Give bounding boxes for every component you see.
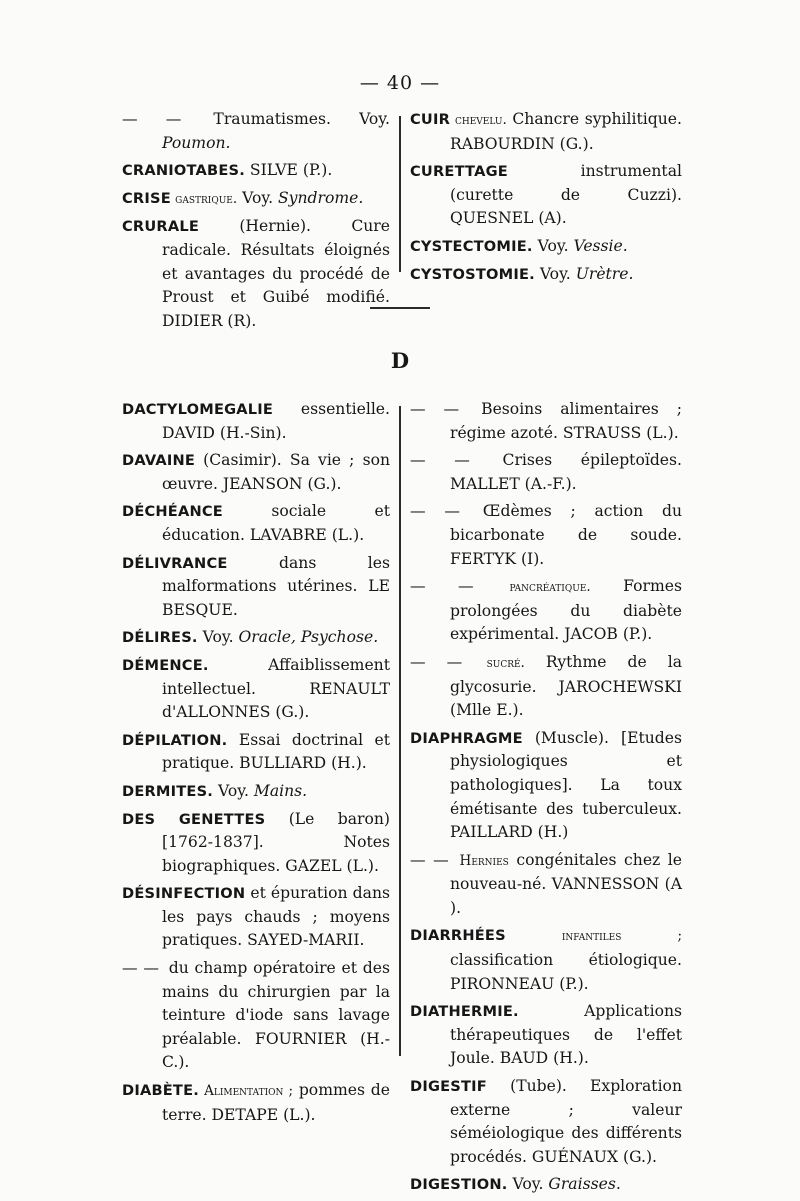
column-bottom-right [410, 398, 682, 1201]
entry-heading: CURETTAGE [410, 163, 508, 181]
entry-smallcaps: pancréatique. [477, 579, 591, 596]
page-number: — 40 — [359, 72, 441, 94]
entry-text: (Tube). Exploration externe ; valeur séméiologique des différents procédés. GUÉNAUX (G.). [450, 1077, 682, 1166]
entry-text: congénitales chez le nouveau-né. VANNESSON (A ). [450, 850, 682, 917]
entry-italic: Mains. [253, 781, 308, 800]
entry-dash: — — [122, 959, 159, 978]
index-entry [410, 1000, 682, 1071]
entry-text: Rythme de la glycosurie. JAROCHEWSKI (Mlle E.). [450, 652, 682, 720]
entry-heading: CYSTOSTOMIE. [410, 265, 535, 283]
entry-heading: DÉMENCE. [122, 656, 209, 674]
entry-text: (Muscle). [Etudes physiologiques et pathologiques]. La toux émétisante des tuberculeux. PAILLARD (H.) [450, 728, 682, 842]
index-entry [122, 449, 390, 496]
entry-italic: Graisses. [548, 1175, 621, 1194]
entry-text: Chancre syphilitique. RABOURDIN (G.). [450, 110, 682, 153]
entry-heading: DES GENETTES [122, 810, 266, 828]
index-entry [122, 626, 390, 650]
entry-smallcaps: infantiles ; [505, 928, 682, 945]
entry-heading: DÉPILATION. [122, 731, 228, 749]
index-entry [410, 575, 682, 647]
entry-heading: CRANIOTABES. [122, 162, 245, 180]
index-entry [410, 160, 682, 231]
entry-text: Voy. [507, 1175, 549, 1194]
section-divider [370, 307, 430, 309]
entry-heading: DAVAINE [122, 452, 196, 470]
entry-smallcaps: sucré. [466, 654, 525, 671]
index-entry [410, 108, 682, 156]
entry-heading: DÉLIVRANCE [122, 554, 228, 572]
entry-heading: DIARRHÉES [410, 927, 506, 945]
index-entry [122, 654, 390, 725]
entry-heading: CRISE [122, 189, 171, 207]
column-top-left [122, 108, 390, 337]
column-bottom-left [122, 398, 390, 1131]
entry-text: dans les malformations utérines. LE BESQUE. [162, 553, 390, 619]
entry-dash: — — [410, 451, 470, 470]
index-entry [122, 808, 390, 879]
index-entry [410, 263, 682, 287]
index-entry [410, 924, 682, 996]
entry-heading: CUIR [410, 111, 451, 128]
entry-italic: Vessie. [573, 236, 628, 255]
entry-heading: DIAPHRAGME [410, 729, 523, 747]
index-entry [122, 729, 390, 776]
entry-italic: Urètre. [575, 264, 634, 283]
entry-italic: Poumon. [162, 133, 231, 152]
entry-heading: DÉCHÉANCE [122, 503, 223, 521]
entry-dash: — — [410, 577, 474, 596]
entry-text: pommes de terre. DETAPE (L.). [162, 1081, 390, 1124]
entry-text: classification étiologique. PIRONNEAU (P.). [450, 951, 682, 993]
index-entry [410, 398, 682, 445]
index-entry [122, 957, 390, 1075]
column-divider-bottom [399, 406, 401, 1056]
entry-text: SILVE (P.). [244, 161, 333, 180]
index-entry [122, 780, 390, 804]
entry-dash: — — [410, 850, 449, 869]
entry-italic: Syndrome. [278, 188, 364, 207]
index-entry [122, 187, 390, 212]
entry-smallcaps: chevelu. [450, 112, 507, 128]
entry-dash: — — [410, 652, 463, 671]
entry-smallcaps: Hernies [452, 852, 509, 869]
entry-smallcaps: gastrique. [170, 190, 238, 207]
entry-heading: DÉSINFECTION [122, 885, 246, 903]
entry-text: Voy. [534, 264, 576, 283]
index-entry [122, 108, 390, 155]
entry-text: Formes prolongées du diabète expérimental. JACOB (P.). [450, 577, 682, 644]
index-entry [122, 882, 390, 953]
index-entry [410, 1075, 682, 1169]
index-entry [410, 235, 682, 259]
index-entry [410, 849, 682, 921]
entry-text: Voy. [532, 236, 574, 255]
entry-text: et épuration dans les pays chauds ; moyens pratiques. SAYED-MARII. [162, 884, 390, 950]
index-entry [122, 1079, 390, 1127]
index-entry [122, 398, 390, 445]
entry-heading: CYSTECTOMIE. [410, 237, 533, 255]
entry-heading: DIATHERMIE. [410, 1003, 519, 1021]
entry-heading: DIABÈTE. [122, 1082, 199, 1100]
entry-text: sociale et éducation. LAVABRE (L.). [162, 502, 390, 544]
entry-dash: — — [410, 400, 460, 418]
entry-text: Traumatismes. Voy. [185, 110, 390, 128]
entry-text: Œdèmes ; action du bicarbonate de soude. FERTYK (I). [450, 502, 682, 568]
entry-text: Voy. [197, 628, 239, 647]
entry-dash: — — [122, 110, 182, 128]
entry-text: Voy. [237, 188, 278, 207]
entry-text: Besoins alimentaires ; régime azoté. STRAUSS (L.). [450, 400, 682, 442]
entry-text: (Casimir). Sa vie ; son œuvre. JEANSON (G.). [162, 451, 390, 493]
entry-text: instrumental (curette de Cuzzi). QUESNEL (A). [450, 162, 682, 228]
index-entry [122, 552, 390, 623]
entry-heading: DÉLIRES. [122, 629, 198, 647]
index-entry [410, 449, 682, 496]
entry-text: Applications thérapeutiques de l'effet Joule. BAUD (H.). [450, 1002, 682, 1068]
entry-text: du champ opératoire et des mains du chirurgien par la teinture d'iode sans lavage préalable. FOURNIER (H.-C.). [162, 959, 390, 1072]
entry-text: (Hernie). Cure radicale. Résultats éloignés et avantages du procédé de Proust et Guibé modifié. DIDIER (R). [162, 217, 390, 330]
column-top-right [410, 108, 682, 290]
section-letter: D [390, 348, 410, 373]
entry-heading: CRURALE [122, 218, 199, 236]
entry-text: Crises épileptoïdes. MALLET (A.-F.). [450, 451, 682, 493]
entry-heading: DIGESTIF [410, 1078, 487, 1096]
entry-heading: DERMITES. [122, 782, 214, 800]
entry-text: essentielle. DAVID (H.-Sin). [162, 400, 390, 442]
entry-heading: DACTYLOMEGALIE [122, 401, 274, 418]
entry-text: (Le baron) [1762-1837]. Notes biographiques. GAZEL (L.). [162, 809, 390, 875]
entry-italic: Oracle, Psychose. [238, 628, 379, 647]
entry-dash: — — [410, 502, 460, 521]
entry-text: Affaiblissement intellectuel. RENAULT d'ALLONNES (G.). [162, 655, 390, 722]
index-entry [410, 500, 682, 571]
index-entry [410, 1173, 682, 1197]
entry-text: Essai doctrinal et pratique. BULLIARD (H.). [162, 730, 390, 773]
index-entry [122, 159, 390, 183]
index-entry [410, 651, 682, 723]
column-divider-top [399, 116, 401, 272]
index-entry [122, 500, 390, 547]
entry-text: Voy. [213, 781, 254, 800]
entry-smallcaps: Alimentation ; [199, 1083, 294, 1100]
entry-heading: DIGESTION. [410, 1176, 508, 1194]
index-entry [122, 215, 390, 333]
index-entry [410, 727, 682, 845]
